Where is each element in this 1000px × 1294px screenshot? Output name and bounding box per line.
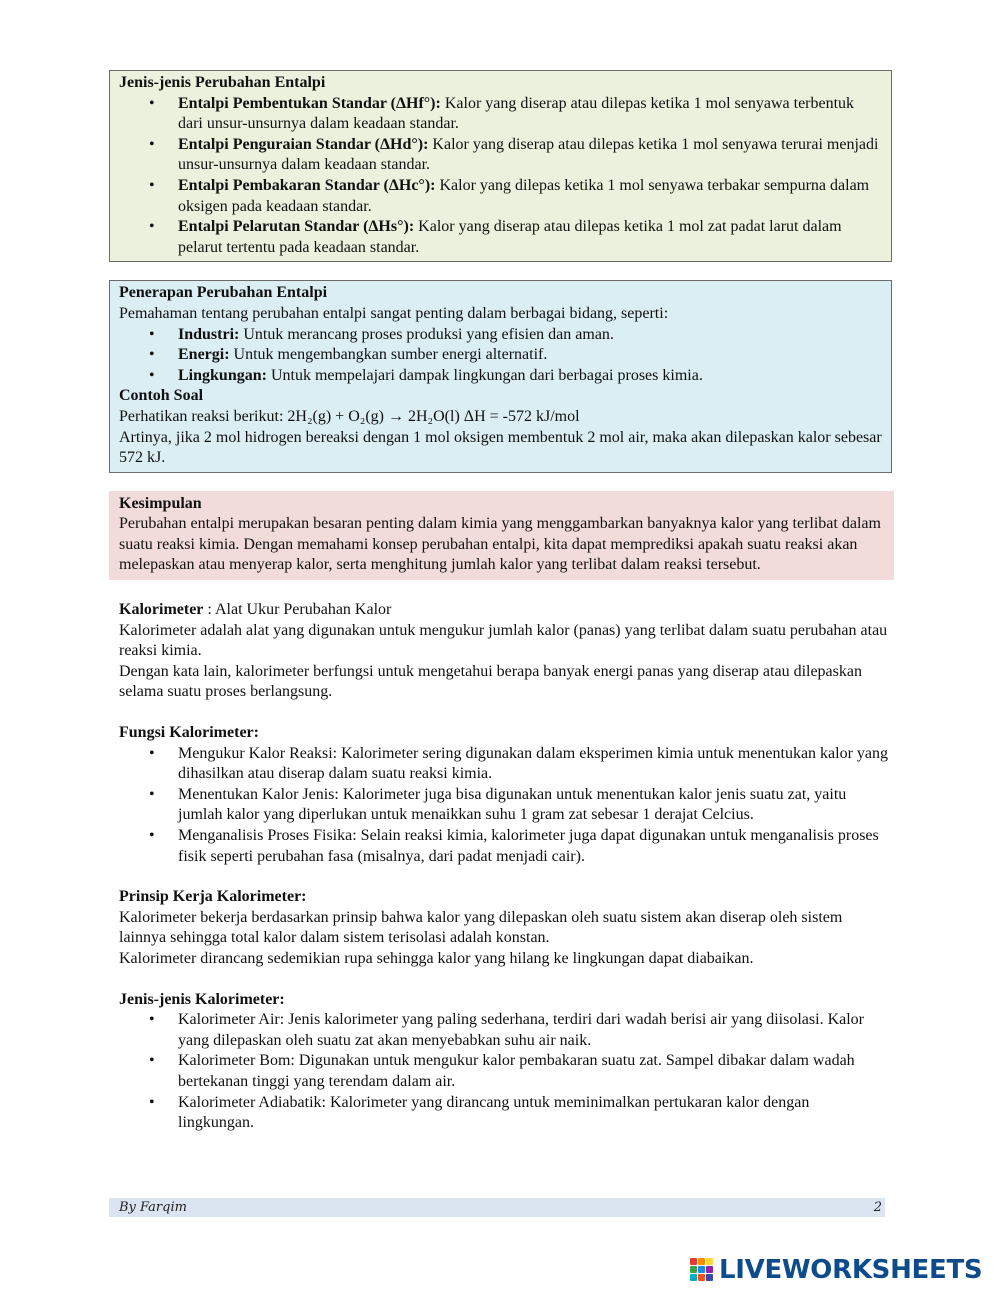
list-item — [178, 94, 882, 135]
page-number: 2 — [873, 1200, 882, 1215]
list-item: • Kalorimeter Air: Jenis kalorimeter yang paling sederhana, terdiri dari wadah berisi air yang diisolasi. Kalor yang dilepaskan oleh suatu zat akan menyebabkan suhu air naik. — [178, 1010, 889, 1051]
entalpi-types-list — [119, 94, 882, 259]
kesimpulan-box — [109, 491, 894, 580]
section-title: Fungsi Kalorimeter: — [119, 724, 259, 742]
section-title: Jenis-jenis Perubahan Entalpi — [119, 74, 326, 91]
brand-name: LIVEWORKSHEETS — [719, 1255, 983, 1285]
liveworksheets-grid-icon — [690, 1258, 715, 1282]
section-title: Jenis-jenis Kalorimeter: — [119, 990, 285, 1008]
list-item — [178, 345, 882, 366]
term: Entalpi Pembakaran Standar (ΔHc°): — [178, 176, 436, 194]
example-reaction: Perhatikan reaksi berikut: 2H₂(g) + O₂(g) → 2H₂O(l) ΔH = -572 kJ/mol — [119, 407, 580, 425]
footer-author: By Farqim — [119, 1200, 187, 1215]
kalorimeter-section — [109, 600, 889, 703]
section-subtitle: : Alat Ukur Perubahan Kalor — [203, 601, 392, 619]
term: Industri: — [178, 325, 240, 343]
page-content — [109, 70, 892, 1134]
kalorimeter-heading — [119, 600, 889, 621]
section-title: Prinsip Kerja Kalorimeter: — [119, 888, 307, 906]
list-item: • Kalorimeter Bom: Digunakan untuk mengukur kalor pembakaran suatu zat. Sampel dibakar dalam wadah bertekanan tinggi yang terendam dalam air. — [178, 1051, 889, 1092]
definition: Kalor yang diserap atau dilepas ketika 1 mol senyawa terbentuk dari unsur-unsurnya dalam keadaan standar. — [178, 94, 855, 133]
definition: Kalor yang diserap atau dilepas ketika 1 mol zat padat larut dalam pelarut tertentu pada keadaan standar. — [178, 218, 842, 256]
section-title: Penerapan Perubahan Entalpi — [119, 284, 328, 302]
intro-text: Pemahaman tentang perubahan entalpi sangat penting dalam berbagai bidang, seperti: — [119, 304, 669, 322]
paragraph: Kalorimeter dirancang sedemikian rupa sehingga kalor yang hilang ke lingkungan dapat diabaikan. — [119, 949, 754, 967]
definition: Untuk merancang proses produksi yang efisien dan aman. — [239, 325, 614, 343]
term: Lingkungan: — [178, 366, 267, 384]
term: Energi: — [178, 346, 230, 364]
term: Entalpi Pembentukan Standar (ΔHf°): — [178, 94, 441, 112]
section-title: Kesimpulan — [119, 494, 202, 512]
list-item — [178, 325, 882, 346]
penerapan-list — [119, 325, 882, 387]
entalpi-types-box — [109, 70, 892, 262]
list-item — [178, 217, 882, 258]
definition: Untuk mempelajari dampak lingkungan dari berbagai proses kimia. — [266, 366, 703, 384]
page-footer — [109, 1198, 885, 1217]
definition: Kalor yang diserap atau dilepas ketika 1 mol senyawa terurai menjadi unsur-unsurnya dalam keadaan standar. — [178, 135, 879, 174]
list-item: • Mengukur Kalor Reaksi: Kalorimeter sering digunakan dalam eksperimen kimia untuk menentukan kalor yang dihasilkan atau diserap dalam suatu reaksi kimia. — [178, 744, 889, 785]
fungsi-section — [109, 723, 889, 867]
liveworksheets-logo[interactable] — [690, 1255, 982, 1285]
fungsi-list — [119, 744, 889, 868]
definition: Kalor yang dilepas ketika 1 mol senyawa terbakar sempurna dalam oksigen pada keadaan standar. — [178, 176, 870, 215]
list-item — [178, 135, 882, 176]
jenis-list — [119, 1010, 889, 1134]
paragraph: Kalorimeter bekerja berdasarkan prinsip bahwa kalor yang dilepaskan oleh suatu sistem akan diserap oleh sistem lainnya sehingga total kalor dalam sistem terisolasi adalah konstan. — [119, 908, 843, 947]
paragraph: Dengan kata lain, kalorimeter berfungsi untuk mengetahui berapa banyak energi panas yang diserap atau dilepaskan selama suatu proses berlangsung. — [119, 662, 862, 701]
list-item: • Menentukan Kalor Jenis: Kalorimeter juga bisa digunakan untuk menentukan kalor jenis suatu zat, yaitu jumlah kalor yang diperlukan untuk menaikkan suhu 1 gram zat sebesar 1 derajat Celcius. — [178, 785, 889, 826]
jenis-section — [109, 990, 889, 1134]
example-explanation: Artinya, jika 2 mol hidrogen bereaksi dengan 1 mol oksigen membentuk 2 mol air, maka akan dilepaskan kalor sebesar 572 kJ. — [119, 428, 882, 467]
definition: Untuk mengembangkan sumber energi alternatif. — [229, 346, 548, 364]
list-item: • Menganalisis Proses Fisika: Selain reaksi kimia, kalorimeter juga dapat digunakan untuk menganalisis proses fisik seperti perubahan fasa (misalnya, dari padat menjadi cair). — [178, 826, 889, 867]
prinsip-section — [109, 887, 889, 969]
penerapan-box — [109, 280, 892, 472]
example-title: Contoh Soal — [119, 387, 204, 405]
list-item — [178, 176, 882, 217]
section-title: Kalorimeter — [119, 601, 204, 619]
paragraph: Kalorimeter adalah alat yang digunakan untuk mengukur jumlah kalor (panas) yang terlibat dalam suatu perubahan atau reaksi kimia. — [119, 621, 888, 660]
term: Entalpi Penguraian Standar (ΔHd°): — [178, 135, 429, 153]
term: Entalpi Pelarutan Standar (ΔHs°): — [178, 218, 415, 236]
list-item: • Kalorimeter Adiabatik: Kalorimeter yang dirancang untuk meminimalkan pertukaran kalor dengan lingkungan. — [178, 1093, 889, 1134]
list-item — [178, 366, 882, 387]
kesimpulan-text: Perubahan entalpi merupakan besaran penting dalam kimia yang menggambarkan banyaknya kalor yang terlibat dalam suatu reaksi kimia. Dengan memahami konsep perubahan entalpi, kita dapat memprediksi apakah suatu reaksi akan melepaskan atau menyerap kalor, serta menghitung jumlah kalor yang terlibat dalam reaksi tersebut. — [119, 515, 881, 574]
